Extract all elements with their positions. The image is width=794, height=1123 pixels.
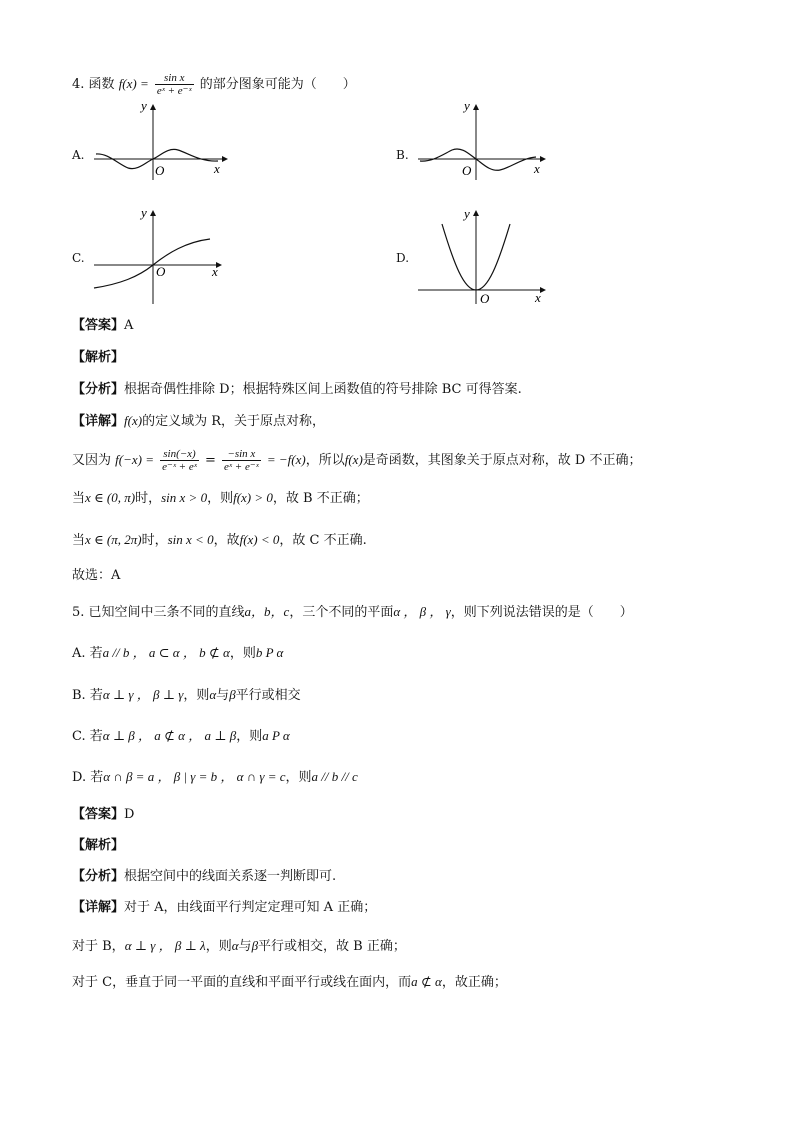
graph-b-y-label: y [464,100,470,113]
q5-fenxi-line [72,868,336,886]
q5-option-b-label: B. 若 [72,688,103,703]
q5-analysis-line [72,837,124,855]
q4-detail2-conclusion: 是奇函数，其图象关于原点对称，故 D 不正确； [362,453,642,468]
q5-option-c-then: ，则 [236,729,263,744]
q4-detail2-frac-2 [222,448,261,473]
graph-b-x-arrow [540,156,546,162]
q4-detail-line-3 [72,489,369,508]
q5-detail2-alpha: α [231,938,239,953]
q5-detail2-b: ，则 [205,939,232,954]
q5-option-c-math: α ⊥ β ， a ⊄ α ， a ⊥ β [102,728,237,743]
q4-frac-numerator: sin x [155,72,194,85]
q5-detail-line-2 [72,937,406,956]
graph-c-y-arrow [150,210,156,216]
q5-detail3-a: 对于 C，垂直于同一平面的直线和平面平行或线在面内，而 [72,975,412,990]
q4-xiangjie-tag: 【详解】 [72,414,125,429]
q4-detail3-a: 当 [72,491,86,506]
q5-detail2-beta: β [251,938,259,953]
q5-option-b [72,686,301,705]
q4-detail2-frac-1 [160,448,199,473]
q5-detail3-conclusion: ，故正确； [441,975,507,990]
q4-graph-c [90,204,230,306]
graph-c-origin: O [156,264,166,279]
q4-detail1-text: 的定义域为 R，关于原点对称， [142,414,325,429]
q4-detail3-conclusion: ，故 B 不正确； [272,491,369,506]
q5-fenxi-text: 根据空间中的线面关系逐一判断即可. [124,869,337,884]
q4-fenxi-text: 根据奇偶性排除 D；根据特殊区间上函数值的符号排除 BC 可得答案. [124,382,522,397]
q5-detail2-math: α ⊥ γ ， β ⊥ λ [124,938,206,953]
q4-answer-tag: 【答案】 [72,318,125,333]
q4-detail1-math: f(x) [124,413,143,428]
q4-graph-a [90,100,230,182]
q4-detail2-f: f(x) [344,452,363,467]
q4-answer-value: A [124,318,134,333]
q5-detail1-text: 对于 A，由线面平行判定定理可知 A 正确； [124,900,377,915]
q5-stem-b: ，三个不同的平面 [289,605,394,620]
q4-graph-d [414,204,554,306]
q4-frac-denominator: eˣ + e⁻ˣ [156,85,192,97]
q5-detail3-math: a ⊄ α [411,974,442,989]
q5-analysis-tag: 【解析】 [72,838,125,853]
q5-option-d-label: D. 若 [72,770,104,785]
q4-answer-line [72,317,133,335]
graph-d-y-label: y [464,206,470,221]
q4-choose-line [72,567,120,585]
q4-detail4-a: 当 [72,533,86,548]
q5-answer-line [72,806,134,824]
q4-detail4-interval: x ∈ (π, 2π) [85,532,142,547]
q5-answer-value: D [124,807,135,822]
q5-option-a-result: b P α [255,645,284,660]
graph-b-y-arrow [473,104,479,110]
q4-analysis-tag: 【解析】 [72,350,125,365]
graph-a-x-label: x [214,161,220,176]
q5-detail-line-1 [72,899,376,917]
q4-detail2-rhs: = −f(x) [266,452,306,467]
q4-stem [72,72,356,97]
q5-option-b-alpha: α [209,687,217,702]
q5-option-b-math: α ⊥ γ ， β ⊥ γ [102,687,184,702]
q4-detail3-interval: x ∈ (0, π) [85,490,136,505]
q4-detail-line-2 [72,448,641,473]
q4-detail4-conclusion: ，故 C 不正确. [279,533,367,548]
q5-option-a-label: A. 若 [72,646,103,661]
q5-option-b-and: 与 [216,688,230,703]
q4-fraction [155,72,194,97]
q5-option-a [72,644,283,663]
q4-option-c-label: C. [72,251,85,265]
q5-detail-line-3 [72,973,507,992]
q4-detail2-prefix: 又因为 [72,453,112,468]
q4-stem-prefix: 4. 函数 [72,77,115,92]
q4-detail2-lhs: f(−x) = [115,452,154,467]
graph-c-y-label: y [141,205,147,220]
q5-option-d-then: ，则 [285,770,312,785]
graph-a-origin: O [155,163,165,178]
q5-option-d [72,768,358,787]
q4-detail3-f: f(x) > 0 [233,490,273,505]
graph-a-y-label: y [141,100,147,113]
q5-option-c [72,727,290,746]
q4-detail2-eq: = [204,453,216,468]
q5-stem-a: 5. 已知空间中三条不同的直线 [72,605,245,620]
graph-d-x-label: x [535,290,541,305]
graph-d-y-arrow [473,210,479,216]
q4-choose: 故选：A [72,568,121,583]
q4-option-a-label: A. [72,148,85,162]
q4-detail2-den2: eˣ + e⁻ˣ [224,461,259,473]
q4-detail3-b: 时， [135,491,162,506]
q4-detail-line-1 [72,412,325,431]
graph-c-curve [94,239,210,288]
q4-detail4-b: 时， [141,533,168,548]
q4-function-name: f(x) = [118,76,149,91]
q5-option-a-math: a // b ， a ⊂ α ， b ⊄ α [102,645,230,660]
q5-option-b-then: ，则 [183,688,210,703]
q5-option-c-result: a P α [262,728,290,743]
q5-option-b-beta: β [229,687,236,702]
q4-detail3-d: ，则 [207,491,234,506]
q4-detail4-f: f(x) < 0 [239,532,280,547]
q4-detail4-d: ，故 [213,533,240,548]
q5-stem-c: ，则下列说法错误的是（ ） [450,605,633,620]
q5-stem-planes: α ， β ， γ [393,604,451,619]
q4-analysis-line [72,349,124,367]
q4-detail2-num1: sin(−x) [160,448,199,461]
graph-a-x-arrow [222,156,228,162]
q4-detail-line-4 [72,531,367,550]
q4-detail2-so: ，所以 [305,453,345,468]
q4-detail3-sin: sin x > 0 [161,490,208,505]
graph-b-curve [420,149,536,170]
q4-stem-suffix: 的部分图象可能为（ ） [199,77,356,92]
graph-a-y-arrow [150,104,156,110]
q5-option-a-then: ，则 [229,646,256,661]
q5-stem [72,603,633,622]
q5-xiangjie-tag: 【详解】 [72,900,125,915]
q5-option-c-label: C. 若 [72,729,103,744]
q5-answer-tag: 【答案】 [72,807,125,822]
q5-option-d-math: α ∩ β = a ， β | γ = b ， α ∩ γ = c [103,769,286,784]
q5-stem-lines: a，b，c [244,604,290,619]
q5-fenxi-tag: 【分析】 [72,869,125,884]
q4-detail4-sin: sin x < 0 [167,532,214,547]
q4-option-d-label: D. [396,251,410,265]
q4-detail2-den1: e⁻ˣ + eˣ [162,461,197,473]
q4-fenxi-line [72,381,522,399]
q4-graph-b [414,100,554,182]
graph-b-origin: O [462,163,472,178]
q4-option-b-label: B. [396,148,409,162]
q5-detail2-conclusion: 平行或相交，故 B 正确； [258,939,406,954]
graph-b-x-label: x [534,161,540,176]
graph-d-origin: O [480,291,490,306]
q5-detail2-and: 与 [238,939,252,954]
q5-option-b-result: 平行或相交 [235,688,301,703]
graph-d-x-arrow [540,287,546,293]
q5-detail2-a: 对于 B， [72,939,125,954]
q5-option-d-result: a // b // c [311,769,358,784]
graph-c-x-label: x [212,264,218,279]
q4-fenxi-tag: 【分析】 [72,382,125,397]
q4-detail2-num2: −sin x [222,448,261,461]
